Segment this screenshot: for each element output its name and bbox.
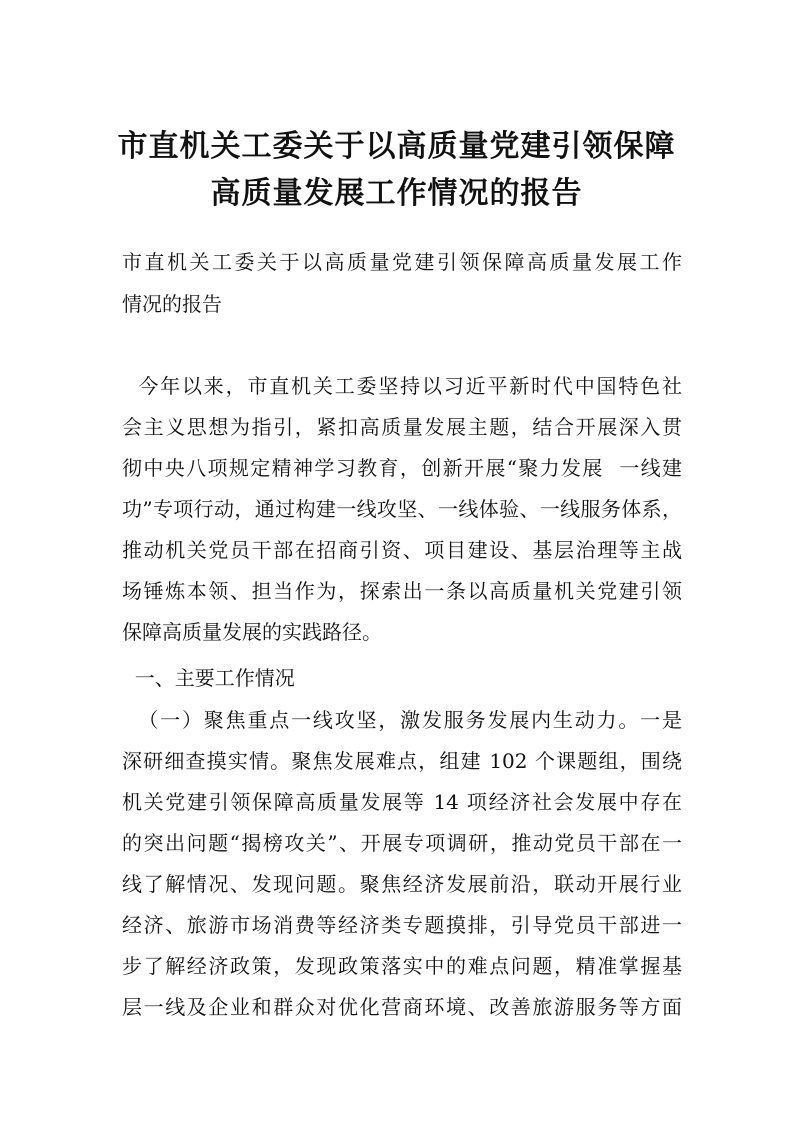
- paragraph-2-line-1: （一）聚焦重点一线攻坚，激发服务发展内生动力。一是: [122, 708, 682, 732]
- paragraph-1-line-4: 功”专项行动，通过构建一线攻坚、一线体验、一线服务体系，: [122, 497, 682, 521]
- paragraph-2-line-7: 步了解经济政策，发现政策落实中的难点问题，精准掌握基: [122, 954, 682, 978]
- subtitle-line-1: 市直机关工委关于以高质量党建引领保障高质量发展工作: [122, 250, 682, 274]
- paragraph-1-line-5: 推动机关党员干部在招商引资、项目建设、基层治理等主战: [122, 538, 682, 562]
- document-title-line-1: 市直机关工委关于以高质量党建引领保障: [117, 129, 676, 164]
- paragraph-1-line-3: 彻中央八项规定精神学习教育，创新开展“聚力发展 一线建: [122, 456, 682, 480]
- paragraph-1-line-6: 场锤炼本领、担当作为，探索出一条以高质量机关党建引领: [122, 579, 682, 603]
- paragraph-2-line-6: 经济、旅游市场消费等经济类专题摸排，引导党员干部进一: [122, 913, 682, 937]
- paragraph-2-line-5: 线了解情况、发现问题。聚焦经济发展前沿，联动开展行业: [122, 872, 682, 896]
- document-title-line-2: 高质量发展工作情况的报告: [210, 176, 583, 211]
- paragraph-2-line-8: 层一线及企业和群众对优化营商环境、改善旅游服务等方面: [122, 995, 682, 1019]
- paragraph-1-line-1: 今年以来，市直机关工委坚持以习近平新时代中国特色社: [122, 374, 682, 398]
- paragraph-2-line-2: 深研细查摸实情。聚焦发展难点，组建 102 个课题组，围绕: [122, 749, 682, 773]
- section-heading-1: 一、主要工作情况: [122, 666, 295, 690]
- paragraph-1-line-7: 保障高质量发展的实践路径。: [122, 620, 382, 644]
- subtitle-line-2: 情况的报告: [122, 292, 222, 316]
- paragraph-2-line-4: 的突出问题“揭榜攻关”、开展专项调研，推动党员干部在一: [122, 831, 682, 855]
- paragraph-1-line-2: 会主义思想为指引，紧扣高质量发展主题，结合开展深入贯: [122, 415, 682, 439]
- paragraph-2-line-3: 机关党建引领保障高质量发展等 14 项经济社会发展中存在: [122, 790, 682, 814]
